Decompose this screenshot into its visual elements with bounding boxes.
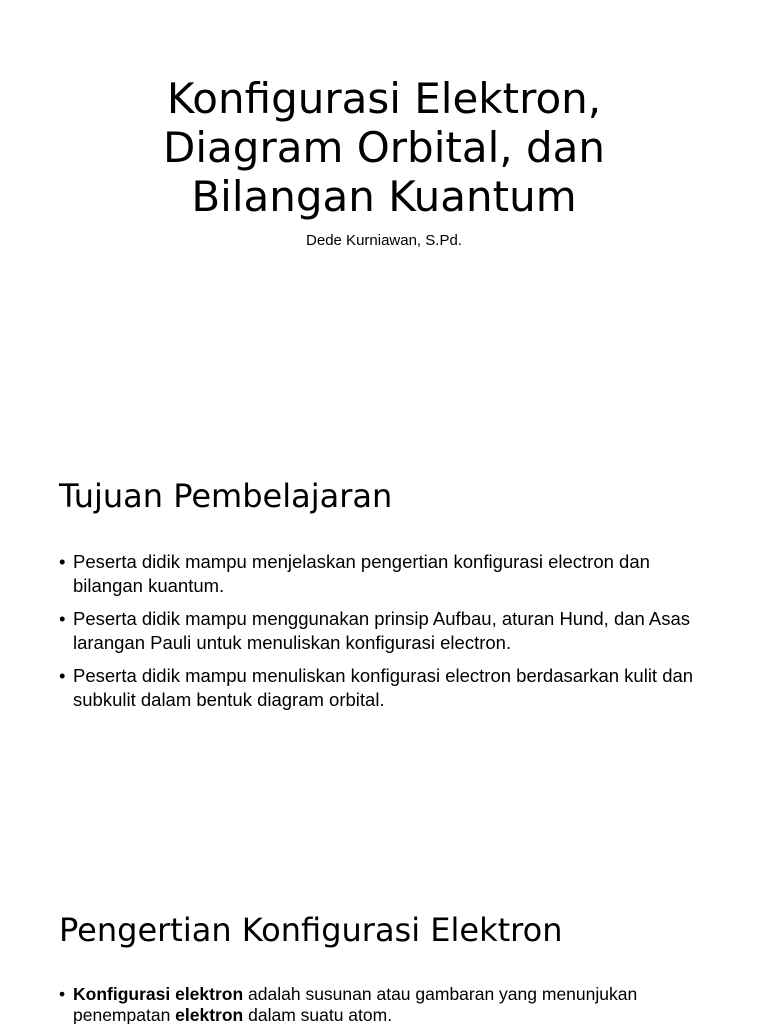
list-item [59, 550, 719, 598]
term-bold: elektron [175, 1005, 244, 1024]
list-item [59, 984, 719, 1024]
bullet-icon: • [59, 551, 66, 572]
presentation-title: Konfigurasi Elektron, Diagram Orbital, dan Bilangan Kuantum [163, 74, 605, 221]
list-item-text [73, 984, 637, 1024]
definition-slide [0, 864, 768, 1024]
list-item-text: Peserta didik mampu menjelaskan pengertian konfigurasi electron dan bilangan kuantum. [73, 551, 650, 596]
slide-heading: Tujuan Pembelajaran [59, 477, 393, 515]
objectives-list [59, 550, 719, 721]
list-item [59, 607, 719, 655]
list-item [59, 664, 719, 712]
list-item-text: Peserta didik mampu menuliskan konfigurasi electron berdasarkan kulit dan subkulit dalam bentuk diagram orbital. [73, 665, 694, 710]
slide-heading: Pengertian Konfigurasi Elektron [59, 911, 563, 949]
bullet-icon: • [59, 608, 66, 629]
bullet-icon: • [59, 665, 66, 686]
list-item-text: Peserta didik mampu menggunakan prinsip Aufbau, aturan Hund, dan Asas larangan Pauli untuk menuliskan konfigurasi electron. [73, 608, 691, 653]
learning-objectives-slide [0, 432, 768, 864]
author-name: Dede Kurniawan, S.Pd. [306, 232, 462, 249]
definition-text: adalah susunan atau gambaran yang menunjukan penempatan [73, 984, 638, 1024]
title-slide [0, 0, 768, 432]
term-bold: Konfigurasi elektron [73, 984, 244, 1004]
bullet-icon: • [59, 984, 66, 1004]
definition-text: dalam suatu atom. [243, 1005, 393, 1024]
definition-list [59, 984, 719, 1024]
